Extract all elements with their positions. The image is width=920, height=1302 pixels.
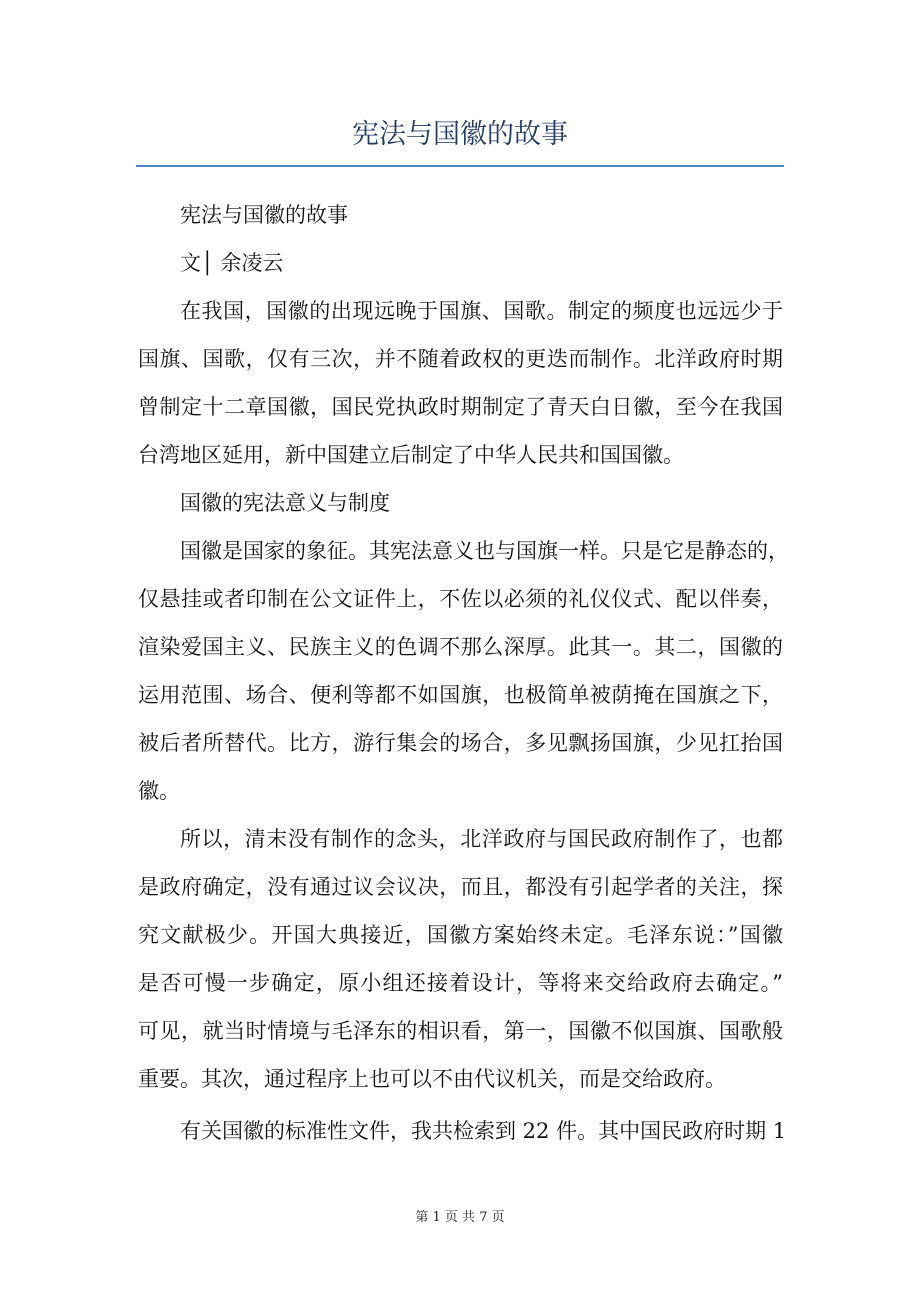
paragraph (138, 244, 783, 292)
paragraph (138, 820, 783, 1108)
paragraph (138, 532, 789, 820)
text-line: 是政府确定，没有通过议会议决，而且，都没有引起学者的关注，探 (138, 875, 783, 899)
document-title: 宪法与国徽的故事 (352, 119, 568, 150)
page-footer: 第 1 页 共 7 页 (415, 1210, 505, 1225)
text-line: 渲染爱国主义、民族主义的色调不那么深厚。此其一。其二，国徽的 (138, 635, 783, 659)
text-line: 仅悬挂或者印制在公文证件上，不佐以必须的礼仪仪式、配以伴奏， (138, 587, 783, 611)
text-line: 国旗、国歌，仅有三次，并不随着政权的更迭而制作。北洋政府时期 (138, 347, 783, 371)
text-line: 曾制定十二章国徽，国民党执政时期制定了青天白日徽，至今在我国 (138, 395, 783, 419)
text-line: 宪法与国徽的故事 (180, 203, 348, 227)
title-divider (136, 165, 784, 167)
text-line: 台湾地区延用，新中国建立后制定了中华人民共和国国徽。 (138, 443, 684, 467)
paragraph (138, 292, 783, 484)
text-line: 国徽的宪法意义与制度 (180, 491, 390, 515)
text-line: 有关国徽的标准性文件，我共检索到 22 件。其中国民政府时期 1 (180, 1119, 787, 1143)
text-line: 运用范围、场合、便利等都不如国旗，也极简单被荫掩在国旗之下， (138, 683, 783, 707)
text-line: 徽。 (138, 779, 180, 803)
paragraph (138, 1112, 787, 1160)
text-line: 是否可慢一步确定，原小组还接着设计，等将来交给政府去确定。” (138, 971, 783, 995)
text-line: 所以，清末没有制作的念头，北洋政府与国民政府制作了，也都 (180, 827, 783, 851)
paragraph (138, 196, 783, 244)
text-line: 重要。其次，通过程序上也可以不由代议机关，而是交给政府。 (138, 1067, 726, 1091)
text-line: 文│ 余凌云 (180, 251, 284, 275)
text-line: 可见，就当时情境与毛泽东的相识看，第一，国徽不似国旗、国歌般 (138, 1019, 783, 1043)
text-line: 在我国，国徽的出现远晚于国旗、国歌。制定的频度也远远少于 (180, 299, 783, 323)
text-line: 究文献极少。开国大典接近，国徽方案始终未定。毛泽东说：”国徽 (138, 923, 783, 947)
paragraph (138, 484, 783, 532)
text-line: 国徽是国家的象征。其宪法意义也与国旗一样。只是它是静态的， (180, 539, 789, 563)
text-line: 被后者所替代。比方，游行集会的场合，多见飘扬国旗，少见扛抬国 (138, 731, 783, 755)
document-body (138, 196, 789, 1160)
